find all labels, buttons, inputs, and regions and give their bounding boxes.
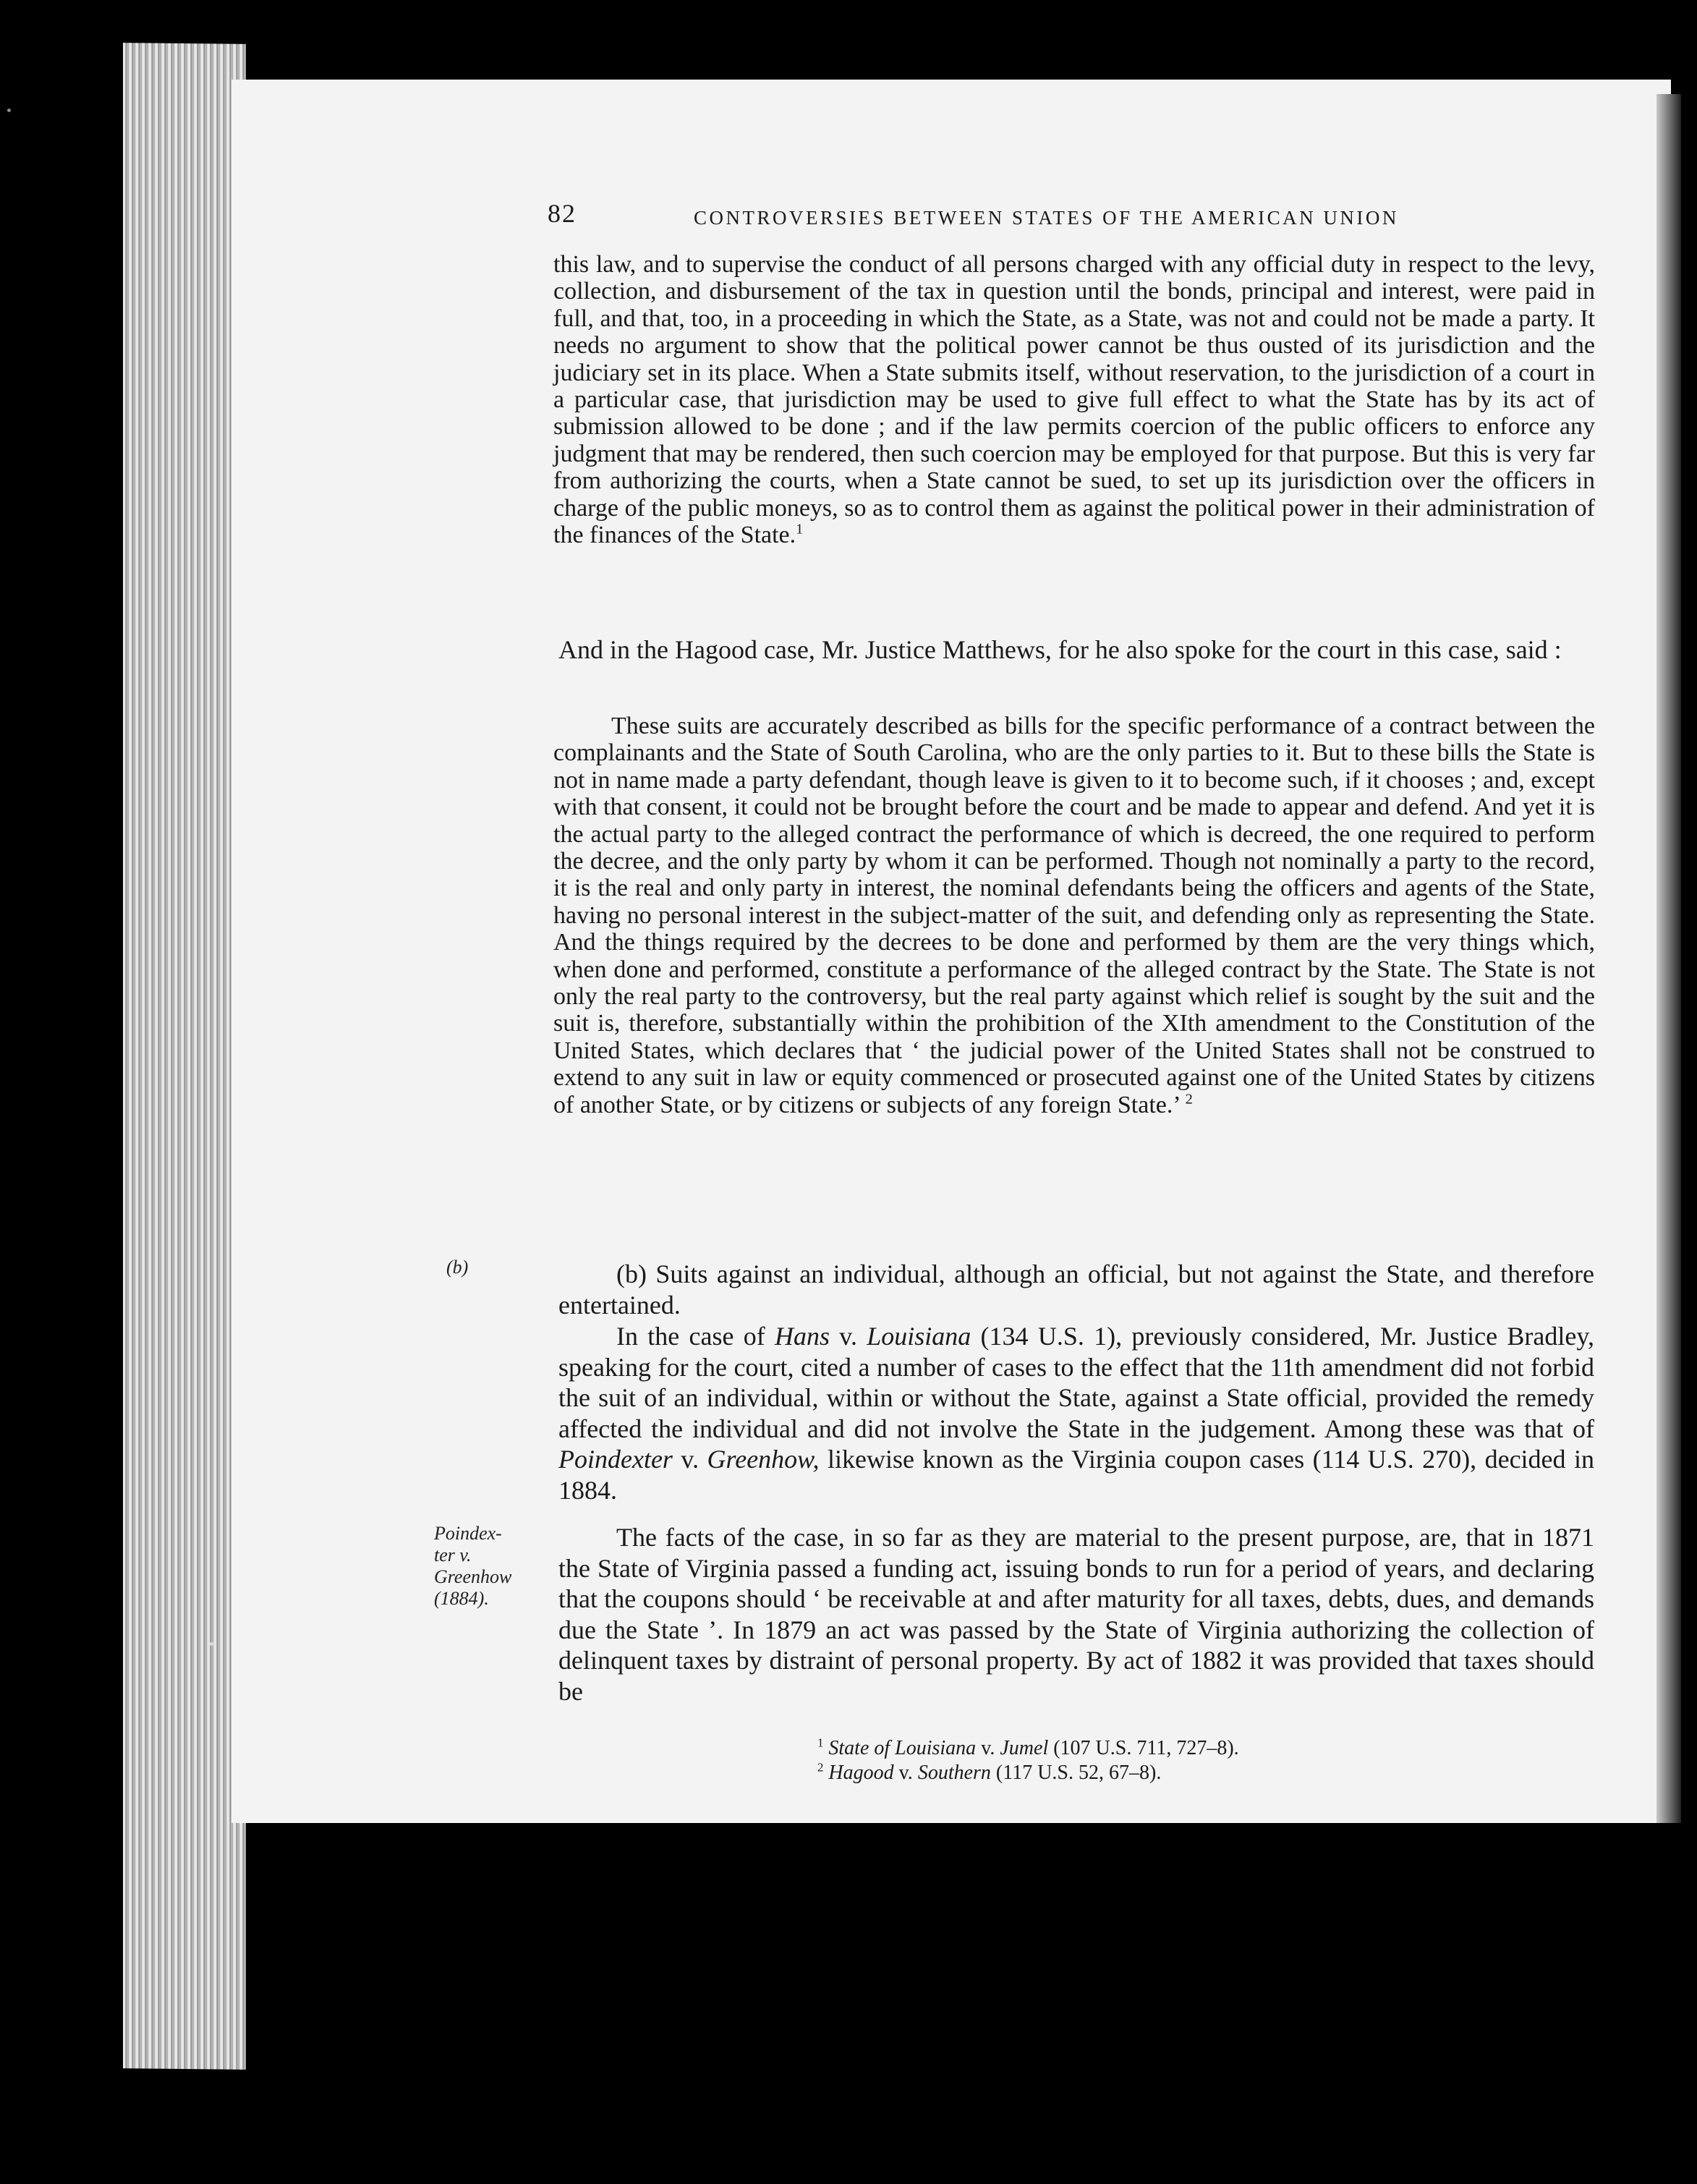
margin-line: Poindex- xyxy=(434,1523,502,1544)
quotation-block-1 xyxy=(553,251,1595,548)
quotation-text: this law, and to supervise the conduct of all persons charged with any official duty in respect to the levy, collection, and disbursement of the tax in question until the bonds, principal and interest, were paid in full, and that, too, in a proceeding in which the State, as a State, was not and could not be made a party. It needs no argument to show that the political power cannot be thus ousted of its jurisdiction and the judiciary set in its place. When a State submits itself, without reservation, to the jurisdiction of a court in a particular case, that jurisdiction may be used to give full effect to what the State has by its act of submission allowed to be done ; and if the law permits coercion of the public officers to enforce any judgment that may be rendered, then such coercion may be employed for that purpose. But this is very far from authorizing the courts, when a State cannot be sued, to set up its jurisdiction over the officers in charge of the public moneys, so as to control them as against the political power in their administration of the finances of the State. xyxy=(553,251,1595,549)
footnotes xyxy=(817,1736,1468,1785)
margin-line: ter v. xyxy=(434,1544,472,1565)
footnote-2 xyxy=(817,1761,1468,1785)
dust-speck xyxy=(7,109,11,112)
case-name: State of Louisiana xyxy=(828,1737,977,1759)
citation: (107 U.S. 711, 727–8). xyxy=(1048,1737,1239,1759)
footnote-mark: 2 xyxy=(817,1760,824,1775)
footnote-ref: 1 xyxy=(796,521,804,537)
case-name: Greenhow, xyxy=(707,1445,820,1474)
case-name: Hagood xyxy=(828,1762,894,1784)
citation: (117 U.S. 52, 67–8). xyxy=(990,1762,1162,1784)
footnote-ref: 2 xyxy=(1185,1091,1193,1108)
case-name: Southern xyxy=(917,1762,991,1784)
case-name: Jumel xyxy=(1000,1737,1049,1759)
book-page-edges xyxy=(123,43,246,2070)
page-number: 82 xyxy=(548,199,577,228)
text-run: (134 U.S. 1), previously considered, Mr. Justice Bradley, speaking for the court, cited a number of cases to the effect that the 11th amendment did not forbid the suit of an individual, within or without the State, against a State official, provided the remedy affected the individual and did not involve the State in the judgement. Among these was that of xyxy=(558,1322,1594,1443)
dust-speck xyxy=(210,1642,213,1646)
text-run: v. xyxy=(830,1322,867,1351)
text-run: v. xyxy=(672,1445,707,1474)
quotation-block-2 xyxy=(553,713,1595,1118)
margin-note-poindexter xyxy=(434,1523,511,1610)
text-run: v. xyxy=(976,1737,1000,1759)
running-title: CONTROVERSIES BETWEEN STATES OF THE AMERICAN UNION xyxy=(694,207,1399,229)
body-paragraph: And in the Hagood case, Mr. Justice Matthews, for he also spoke for the court in this case, said : xyxy=(558,635,1562,664)
text-run: v. xyxy=(893,1762,918,1784)
running-head xyxy=(548,199,1445,239)
text-run: In the case of xyxy=(616,1322,775,1351)
margin-line: (1884). xyxy=(434,1588,489,1609)
case-name: Poindexter xyxy=(558,1445,673,1474)
footnote-mark: 1 xyxy=(817,1735,824,1750)
page-gutter-shadow xyxy=(1656,94,1681,1823)
case-name: Hans xyxy=(775,1322,830,1351)
quotation-text: These suits are accurately described as bills for the specific performance of a contract between the complainants and the State of South Carolina, who are the only parties to it. But to these bills the State is not in name made a party defendant, though leave is given to it to become such, if it chooses ; and, except with that consent, it could not be brought before the court and be made to appear and defend. And yet it is the actual party to the alleged contract the performance of which is decreed, the one required to perform the decree, and the only party by whom it can be performed. Though not nominally a party to the record, it is the real and only party in interest, the nominal defendants being the officers and agents of the State, having no personal interest in the subject-matter of the suit, and defending only as representing the State. And the things required by the decrees to be done and performed by them are the very things which, when done and performed, constitute a performance of the alleged contract by the State. The State is not only the real party to the controversy, but the real party against which relief is sought by the suit and the suit is, therefore, substantially within the prohibition of the XIth amendment to the Constitution of the United States, which declares that ‘ the judicial power of the United States shall not be construed to extend to any suit in law or equity commenced or prosecuted against one of the United States by citizens of another State, or by citizens or subjects of any foreign State.’ xyxy=(553,713,1595,1118)
text-run: likewise known as the Virginia coupon cases (114 U.S. 270), decided in 1884. xyxy=(558,1445,1594,1505)
case-name: Louisiana xyxy=(867,1322,971,1351)
margin-note-b: (b) xyxy=(446,1257,469,1278)
body-paragraph: (b) Suits against an individual, although an official, but not against the State, and therefore entertained. xyxy=(558,1259,1594,1320)
body-paragraph xyxy=(558,1321,1594,1505)
body-paragraph: The facts of the case, in so far as they are material to the present purpose, are, that in 1871 the State of Virginia passed a funding act, issuing bonds to run for a period of years, and declaring that the coupons should ‘ be receivable at and after maturity for all taxes, debts, dues, and demands due the State ’. In 1879 an act was passed by the State of Virginia authorizing the collection of delinquent taxes by distraint of personal property. By act of 1882 it was provided that taxes should be xyxy=(558,1523,1594,1706)
margin-line: Greenhow xyxy=(434,1566,512,1587)
footnote-1 xyxy=(817,1736,1468,1761)
